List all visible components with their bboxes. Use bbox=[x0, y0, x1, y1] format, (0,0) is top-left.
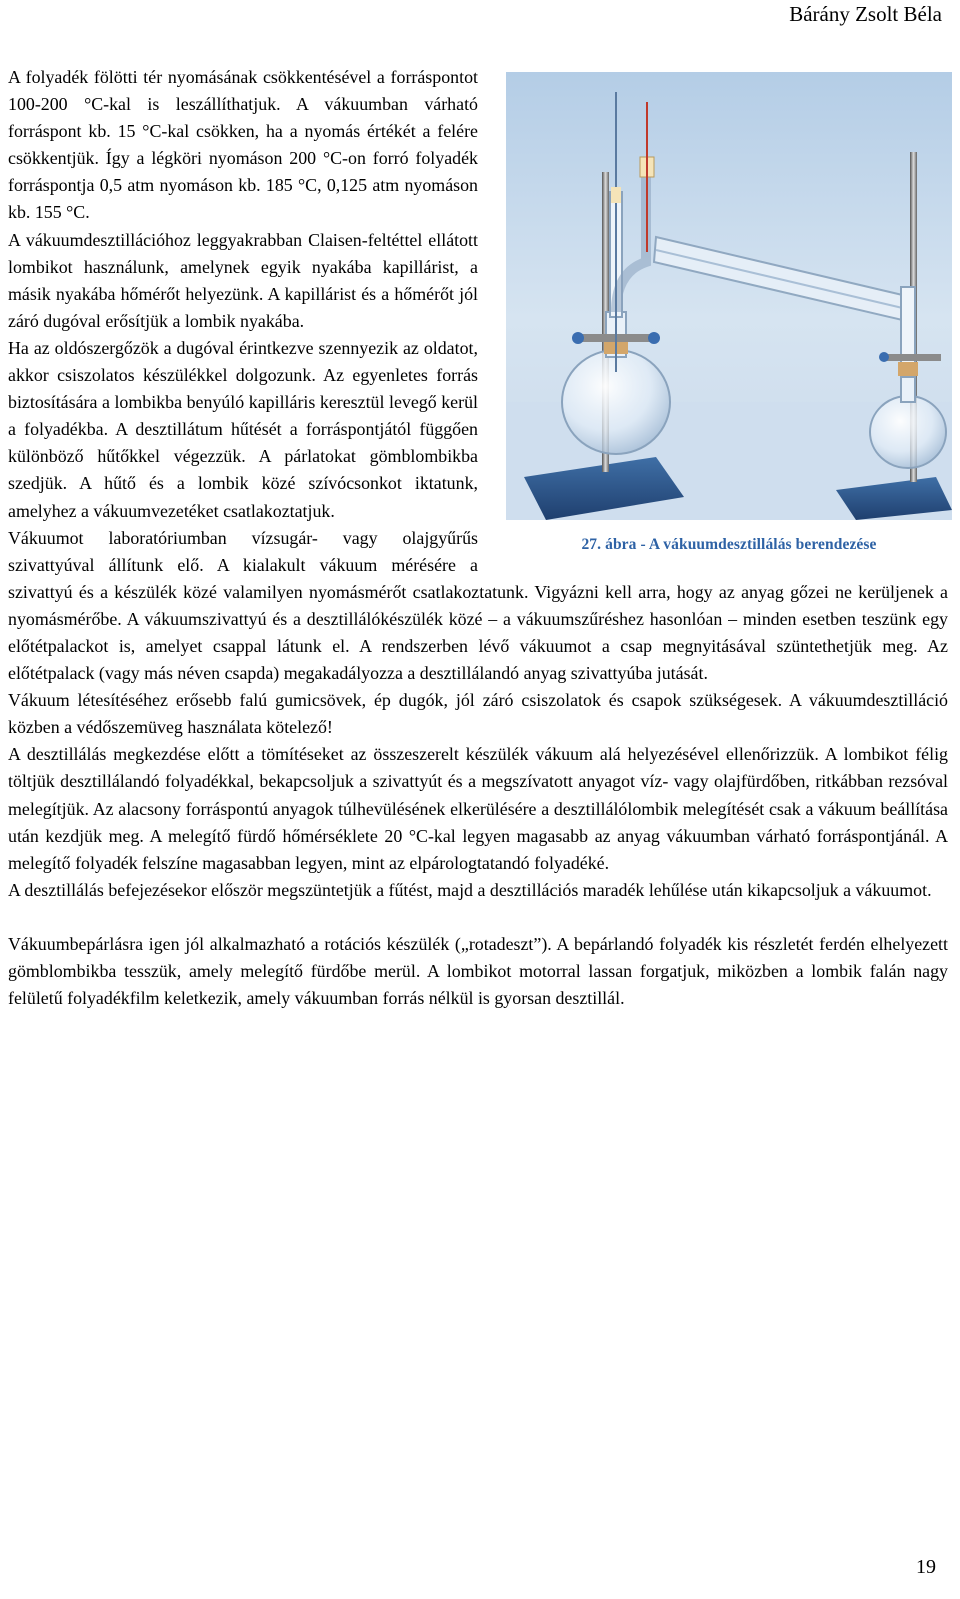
page-number: 19 bbox=[916, 1556, 936, 1578]
body-text bbox=[8, 64, 948, 1012]
paragraph-vacuum-requirements: Vákuum létesítéséhez erősebb falú gumicsövek, ép dugók, jól záró csiszolatok és csapok szükségesek. A vákuumdesztilláció közben a védőszemüveg használata kötelező! bbox=[8, 690, 948, 738]
paragraph-boiling-point: A folyadék fölötti tér nyomásának csökkentésével a forráspontot 100-200 °C-kal is leszállíthatjuk. A vákuumban várható forráspont kb. 15 °C-kal csökken, ha a nyomás értékét a felére csökkentjük. Így a légköri nyomáson 200 °C-on forró folyadék forráspontja 0,5 atm nyomáson kb. 185 °C, 0,125 atm nyomáson kb. 155 °C. bbox=[8, 67, 478, 223]
figure-caption: 27. ábra - A vákuumdesztillálás berendezése bbox=[581, 536, 877, 553]
paragraph-distillation-end: A desztillálás befejezésekor először megszüntetjük a fűtést, majd a desztillációs maradék lehűlése után kikapcsoljuk a vákuumot. bbox=[8, 879, 932, 900]
paragraph-claisen-flask: A vákuumdesztillációhoz leggyakrabban Claisen-feltéttel ellátott lombikot használunk, amelynek egyik nyakába kapillárist, a másik nyakába hőmérőt helyezünk. A kapillárist és a hőmérőt jól záró dugóval erősítjük a lombik nyakába. bbox=[8, 229, 478, 331]
page-header-author: Bárány Zsolt Béla bbox=[789, 2, 942, 26]
paragraph-distillation-start: A desztillálás megkezdése előtt a tömítéseket az összeszerelt készülék vákuum alá helyezésével ellenőrizzük. A lombikot félig töltjük desztillálandó folyadékkal, bekapcsoljuk a szivattyút és a megszívatott anyagot víz- vagy olajfürdőben, ritkábban rezsóval melegítjük. Az alacsony forráspontú anyagok túlhevülésének elkerülésére a desztillálólombik melegítését csak a vákuum beállítása után kezdjük meg. A melegítő fürdő hőmérséklete 20 °C-kal legyen magasabb az anyag vákuumban várható forráspontjánál. A melegítő folyadék felszíne magasabban legyen, mint az elpárologtatandó folyadéké. bbox=[8, 744, 948, 873]
paragraph-rotary-evaporator: Vákuumbepárlásra igen jól alkalmazható a rotációs készülék („rotadeszt”). A bepárlandó folyadék kis részletét ferdén elhelyezett gömblombikba tesszük, amely melegítő fürdőbe merül. A lombikot motorral lassan forgatjuk, miközben a lombik falán nagy felületű folyadékfilm keletkezik, amely vákuumban forrás nélkül is gyorsan desztillál. bbox=[8, 933, 948, 1009]
paragraph-ground-glass: Ha az oldószergőzök a dugóval érintkezve szennyezik az oldatot, akkor csiszolatos készülékkel dolgozunk. Az egyenletes forrás biztosítására a lombikba benyúló kapilláris keresztül levegő kerül a folyadékba. A desztillátum hűtését a forráspontjától függően különböző hűtőkkel végezzük. A párlatokat gömblombikba szedjük. A hűtő és a lombik közé szívócsonkot iktatunk, amelyhez a vákuumvezetéket csatlakoztatjuk. bbox=[8, 337, 478, 521]
paragraph-vacuum-generation: Vákuumot laboratóriumban vízsugár- vagy olajgyűrűs szivattyúval állítunk elő. A kialakult vákuum mérésére a szivattyú és a készülék közé valamilyen nyomásmérőt csatlakoztatunk. Vigyázni kell arra, hogy az anyag gőzei ne kerüljenek a nyomásmérőbe. A vákuumszivattyú és a desztillálókészülék közé – a vákuumszűréshez hasonlóan – minden esetben teszünk egy előtétpalackot is, amelyet csappal látunk el. A rendszerben lévő vákuumot a csap megnyitásával szüntethetjük meg. Az előtétpalack (vagy más néven csapda) megakadályozza a desztillálandó anyag szivattyúba jutását. bbox=[8, 527, 948, 684]
